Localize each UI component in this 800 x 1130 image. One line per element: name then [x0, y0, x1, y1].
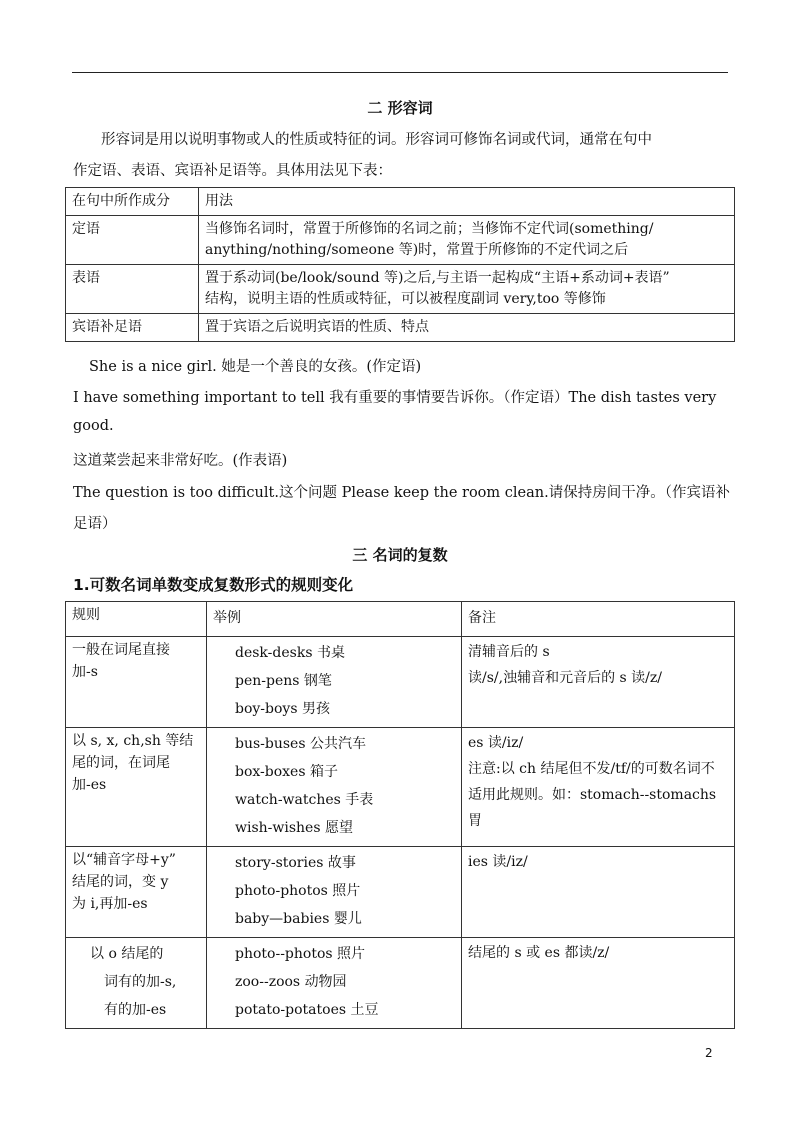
role-cell: 定语	[66, 216, 199, 265]
example-sentence: The question is too difficult.这个问题 Please keep the room clean.请保持房间干净。（作宾语补	[73, 485, 730, 501]
example-item: baby—babies 婴儿	[235, 911, 362, 927]
usage-cell	[199, 216, 735, 265]
note-line: es 读/iz/	[468, 735, 524, 751]
usage-line: 当修饰名词时，常置于所修饰的名词之前；当修饰不定代词(something/	[205, 221, 654, 237]
examples-cell	[207, 847, 462, 938]
table-row	[66, 847, 735, 938]
section-heading-adjectives: 二 形容词	[367, 99, 433, 117]
table-row	[66, 314, 735, 342]
note-line: 结尾的 s 或 es 都读/z/	[468, 945, 610, 961]
example-item: zoo--zoos 动物园	[235, 974, 347, 990]
subheading-regular-plurals: 1.可数名词单数变成复数形式的规则变化	[73, 576, 354, 594]
examples-cell	[207, 938, 462, 1029]
header-cell-usage: 用法	[199, 188, 735, 216]
example-sentence: good.	[73, 418, 114, 434]
note-cell	[462, 938, 735, 1029]
table-row	[66, 938, 735, 1029]
rule-line: 词有的加-s,	[104, 974, 177, 990]
rule-line: 以“辅音字母+y”	[72, 852, 176, 868]
table-row	[66, 216, 735, 265]
example-sentence: I have something important to tell 我有重要的事情要告诉你。（作定语）The dish tastes very	[73, 390, 717, 406]
role-cell: 宾语补足语	[66, 314, 199, 342]
example-item: photo-photos 照片	[235, 883, 361, 899]
note-line: 清辅音后的 s	[468, 644, 550, 660]
examples-cell	[207, 728, 462, 847]
example-item: bus-buses 公共汽车	[235, 736, 366, 752]
intro-line-1: 形容词是用以说明事物或人的性质或特征的词。形容词可修饰名词或代词，通常在句中	[101, 132, 652, 148]
rule-line: 尾的词，在词尾	[72, 755, 170, 771]
header-cell-rule: 规则	[66, 602, 207, 637]
table-header-row	[66, 188, 735, 216]
table-row	[66, 265, 735, 314]
rule-line: 加-s	[72, 664, 98, 680]
rule-cell	[66, 728, 207, 847]
adjective-usage-table	[65, 187, 735, 342]
table-header-row	[66, 602, 735, 637]
page-number: 2	[705, 1046, 713, 1060]
note-cell	[462, 847, 735, 938]
example-item: box-boxes 箱子	[235, 764, 338, 780]
rule-line: 有的加-es	[104, 1002, 167, 1018]
note-line: 适用此规则。如：stomach--stomachs 胃	[468, 787, 717, 829]
example-item: story-stories 故事	[235, 855, 356, 871]
usage-line: 结构，说明主语的性质或特征，可以被程度副词 very,too 等修饰	[205, 291, 606, 307]
header-cell-role: 在句中所作成分	[66, 188, 199, 216]
role-cell: 表语	[66, 265, 199, 314]
example-item: watch-watches 手表	[235, 792, 374, 808]
rule-line: 加-es	[72, 777, 107, 793]
example-sentence: She is a nice girl. 她是一个善良的女孩。(作定语)	[89, 359, 422, 375]
usage-cell	[199, 265, 735, 314]
rule-line: 结尾的词，变 y	[72, 874, 169, 890]
example-sentence: 足语）	[73, 516, 117, 532]
usage-line: anything/nothing/someone 等)时，常置于所修饰的不定代词之后	[205, 242, 629, 258]
usage-line: 置于宾语之后说明宾语的性质、特点	[205, 319, 429, 335]
intro-line-2: 作定语、表语、宾语补足语等。具体用法见下表：	[73, 163, 392, 179]
example-item: photo--photos 照片	[235, 946, 366, 962]
noun-plural-rules-table	[65, 601, 735, 1029]
rule-line: 以 s, x, ch,sh 等结	[72, 733, 194, 749]
note-line: ies 读/iz/	[468, 854, 528, 870]
rule-line: 一般在词尾直接	[72, 642, 170, 658]
example-item: wish-wishes 愿望	[235, 820, 353, 836]
rule-line: 为 i,再加-es	[72, 896, 148, 912]
rule-cell	[66, 938, 207, 1029]
example-sentence: 这道菜尝起来非常好吃。(作表语)	[73, 453, 288, 469]
header-cell-notes: 备注	[462, 602, 735, 637]
examples-cell	[207, 637, 462, 728]
note-cell	[462, 637, 735, 728]
note-line: 读/s/,浊辅音和元音后的 s 读/z/	[468, 670, 662, 686]
example-item: potato-potatoes 土豆	[235, 1002, 379, 1018]
example-item: pen-pens 钢笔	[235, 673, 332, 689]
header-rule	[72, 72, 728, 73]
rule-line: 以 o 结尾的	[90, 946, 164, 962]
section-heading-noun-plurals: 三 名词的复数	[352, 546, 448, 564]
note-line: 注意:以 ch 结尾但不发/tf/的可数名词不	[468, 761, 715, 777]
example-item: desk-desks 书桌	[235, 645, 345, 661]
example-item: boy-boys 男孩	[235, 701, 330, 717]
header-cell-examples: 举例	[207, 602, 462, 637]
rule-cell	[66, 637, 207, 728]
rule-cell	[66, 847, 207, 938]
table-row	[66, 637, 735, 728]
table-row	[66, 728, 735, 847]
note-cell	[462, 728, 735, 847]
usage-line: 置于系动词(be/look/sound 等)之后,与主语一起构成“主语+系动词+表语”	[205, 270, 670, 286]
usage-cell	[199, 314, 735, 342]
